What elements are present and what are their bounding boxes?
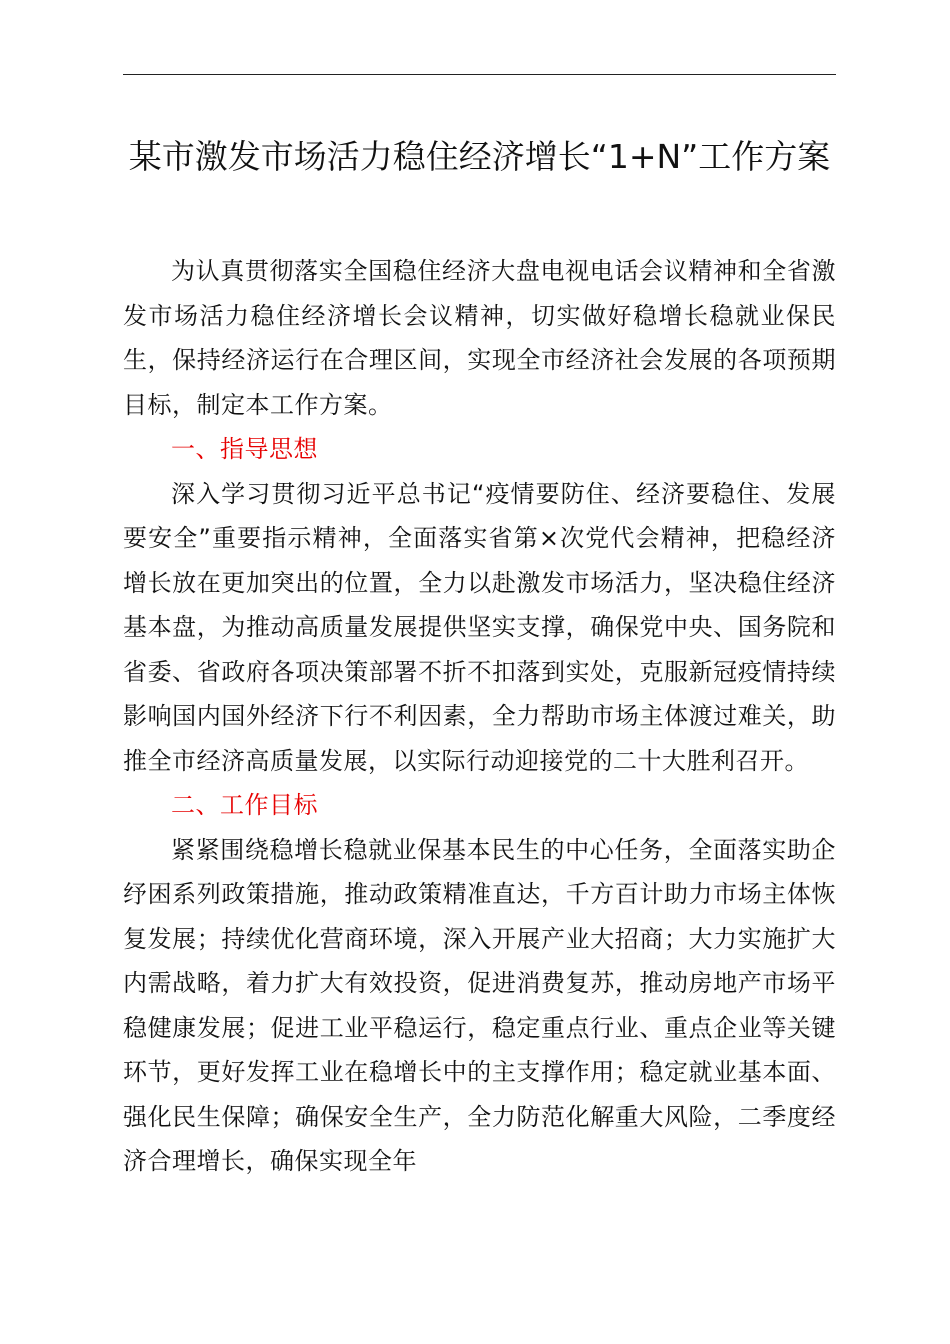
- document-title: 某市激发市场活力稳住经济增长“1+N”工作方案: [128, 137, 831, 176]
- section-body-work-goals: 紧紧围绕稳增长稳就业保基本民生的中心任务，全面落实助企纾困系列政策措施，推动政策精准直达，千方百计助力市场主体恢复发展；持续优化营商环境，深入开展产业大招商；大力实施扩大内需战略，着力扩大有效投资，促进消费复苏，推动房地产市场平稳健康发展；促进工业平稳运行，稳定重点行业、重点企业等关键环节，更好发挥工业在稳增长中的主支撑作用；稳定就业基本面、强化民生保障；确保安全生产，全力防范化解重大风险，二季度经济合理增长，确保实现全年: [123, 835, 836, 1175]
- section-heading-work-goals: 二、工作目标: [171, 791, 318, 819]
- document-body: [123, 249, 836, 1184]
- header-rule: [123, 74, 836, 75]
- section-heading-guiding-ideology: 一、指导思想: [171, 435, 318, 463]
- section-body-guiding-ideology: 深入学习贯彻习近平总书记“疫情要防住、经济要稳住、发展要安全”重要指示精神，全面落实省第×次党代会精神，把稳经济增长放在更加突出的位置，全力以赴激发市场活力，坚决稳住经济基本盘，为推动高质量发展提供坚实支撑，确保党中央、国务院和省委、省政府各项决策部署不折不扣落到实处，克服新冠疫情持续影响国内国外经济下行不利因素，全力帮助市场主体渡过难关，助推全市经济高质量发展，以实际行动迎接党的二十大胜利召开。: [123, 479, 836, 775]
- intro-paragraph: 为认真贯彻落实全国稳住经济大盘电视电话会议精神和全省激发市场活力稳住经济增长会议精神，切实做好稳增长稳就业保民生，保持经济运行在合理区间，实现全市经济社会发展的各项预期目标，制定本工作方案。: [123, 257, 836, 419]
